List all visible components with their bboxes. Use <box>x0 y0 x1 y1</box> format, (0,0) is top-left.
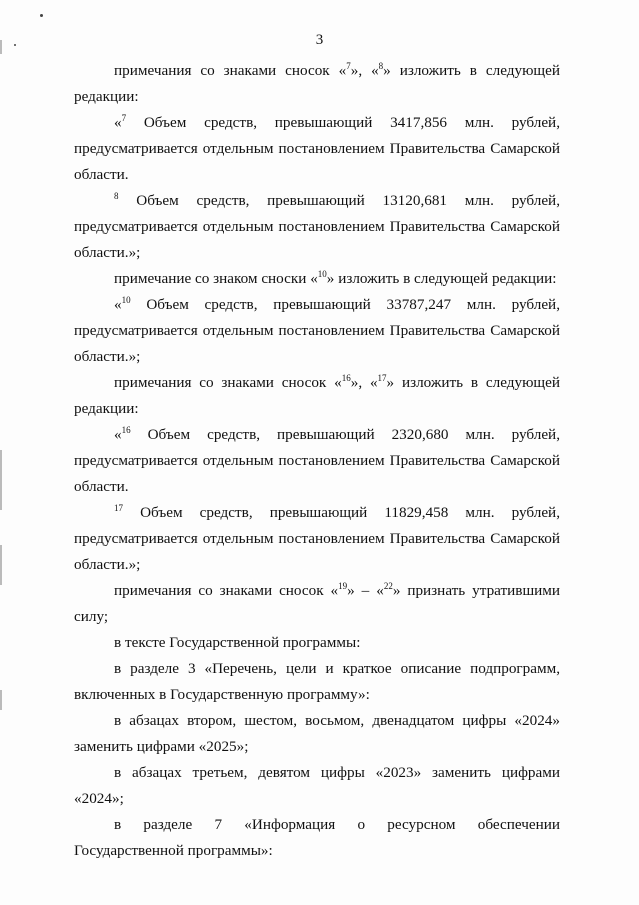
scan-speck <box>40 14 43 17</box>
paragraph-p5 <box>74 292 560 370</box>
paragraph-text: » изложить в следующей редакции: <box>74 62 560 105</box>
page-number: 3 <box>315 32 324 48</box>
footnote-marker: 8 <box>378 60 384 71</box>
paragraph-text: « <box>114 114 122 131</box>
paragraph-p4 <box>74 266 560 292</box>
footnote-marker: 16 <box>341 372 351 383</box>
paragraph-p6 <box>74 370 560 422</box>
paragraph-p7 <box>74 422 560 500</box>
paragraph-p13 <box>74 760 560 812</box>
footnote-marker: 22 <box>383 580 393 591</box>
paragraph-text: Объем средств, превышающий 2320,680 млн. рублей, предусматривается отдельным постановлением Правительства Самарской области. <box>74 426 560 495</box>
paragraph-text: Объем средств, превышающий 33787,247 млн. рублей, предусматривается отдельным постановлением Правительства Самарской области.»; <box>74 296 560 365</box>
paragraph-text: в разделе 7 «Информация о ресурсном обеспечении Государственной программы»: <box>74 816 560 859</box>
paragraph-p10 <box>74 630 560 656</box>
paragraph-text: « <box>114 296 122 313</box>
paragraph-p3 <box>74 188 560 266</box>
paragraph-text: в абзацах втором, шестом, восьмом, двенадцатом цифры «2024» заменить цифрами «2025»; <box>74 712 560 755</box>
footnote-marker: 16 <box>121 424 131 435</box>
paragraph-text: примечания со знаками сносок « <box>114 582 339 599</box>
scan-edge-mark <box>0 690 2 710</box>
footnote-marker: 10 <box>317 268 327 279</box>
paragraph-text: » изложить в следующей редакции: <box>326 270 557 287</box>
footnote-marker: 10 <box>121 294 131 305</box>
footnote-marker: 7 <box>346 60 351 71</box>
paragraph-p8 <box>74 500 560 578</box>
paragraph-text: примечания со знаками сносок « <box>114 374 342 391</box>
paragraph-text: » – « <box>347 582 384 599</box>
scan-edge-mark <box>0 545 2 585</box>
paragraph-p1 <box>74 58 560 110</box>
paragraph-text: Объем средств, превышающий 13120,681 млн. рублей, предусматривается отдельным постановлением Правительства Самарской области.»; <box>74 192 560 261</box>
paragraph-text: « <box>114 426 122 443</box>
paragraph-text: », « <box>350 374 378 391</box>
footnote-marker: 7 <box>121 112 127 123</box>
paragraph-text: примечание со знаком сноски « <box>114 270 318 287</box>
paragraph-p12 <box>74 708 560 760</box>
paragraph-text: Объем средств, превышающий 3417,856 млн. рублей, предусматривается отдельным постановлением Правительства Самарской области. <box>74 114 560 183</box>
document-body <box>74 58 560 864</box>
paragraph-text: примечания со знаками сносок « <box>114 62 347 79</box>
paragraph-text: » признать утратившими силу; <box>74 582 561 625</box>
footnote-marker: 17 <box>114 502 123 513</box>
paragraph-text: » изложить в следующей редакции: <box>74 374 560 417</box>
paragraph-p9 <box>74 578 560 630</box>
footnote-marker: 17 <box>377 372 387 383</box>
paragraph-text: Объем средств, превышающий 11829,458 млн. рублей, предусматривается отдельным постановлением Правительства Самарской области.»; <box>74 504 560 573</box>
paragraph-text: в тексте Государственной программы: <box>114 634 361 651</box>
footnote-marker: 8 <box>114 190 119 201</box>
paragraph-p11 <box>74 656 560 708</box>
paragraph-p2 <box>74 110 560 188</box>
paragraph-text: в разделе 3 «Перечень, цели и краткое описание подпрограмм, включенных в Государственную программу»: <box>74 660 560 703</box>
paragraph-p14 <box>74 812 560 864</box>
paragraph-text: в абзацах третьем, девятом цифры «2023» заменить цифрами «2024»; <box>74 764 560 807</box>
footnote-marker: 19 <box>338 580 348 591</box>
scan-edge-mark <box>0 450 2 510</box>
paragraph-text: », « <box>350 62 379 79</box>
